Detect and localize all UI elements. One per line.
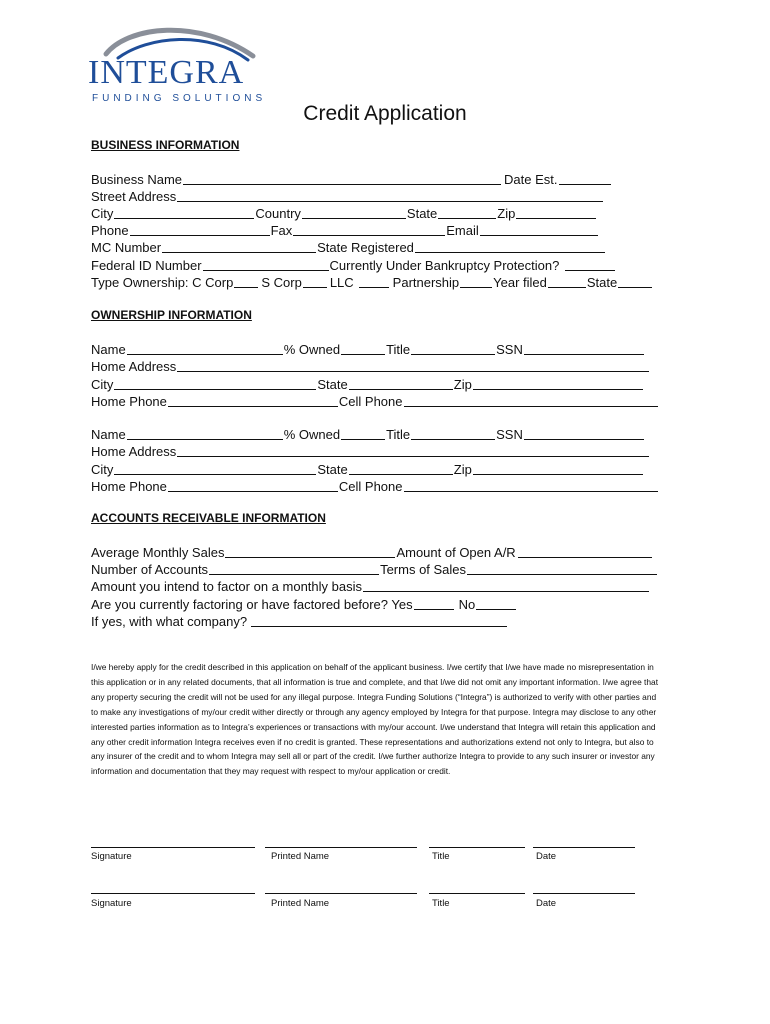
owner-home-phone-label: Home Phone bbox=[91, 394, 167, 409]
owner-home-phone-field[interactable] bbox=[168, 394, 338, 407]
logo-wordmark: INTEGRA bbox=[88, 54, 245, 91]
agreement-text: I/we hereby apply for the credit described in this application on behalf of the applicant business. I/we certify that I/we have made no misrepresentation in this application or in any related documents, that all information is true and complete, and that I/we did not omit any important information. I/we agree that any property securing the credit will not be used for any illegal purpose. Integra Funding Solutions (“Integra”) is authorized to verify with other parties and to make any investigations of my/our credit wither directly or through any agency employed by Integra for that purpose. Integra may disclose to any other interested parties information as to Integra’s experiences or transactions with my/our account. I/we understand that Integra will retain this application and any other credit information Integra receives even if no credit is granted. These representations and authorizations extend not only to Integra, but also to any insurer of the credit and to whom Integra may sell all or part of the credit. I/we further authorize Integra to provide to any such insurer or investor any information and documentation that they may request with respect to my/our application or credit. bbox=[91, 662, 659, 777]
type-ownership-label: Type Ownership: C Corp bbox=[91, 275, 234, 290]
partnership-label: Partnership bbox=[392, 275, 460, 290]
owner-zip-label: Zip bbox=[453, 377, 472, 392]
bankruptcy-field[interactable] bbox=[565, 258, 615, 271]
amount-factor-row bbox=[91, 577, 650, 594]
printed-name-line[interactable] bbox=[265, 847, 417, 848]
owner-state-label: State bbox=[317, 377, 348, 392]
owner1-name-row bbox=[91, 340, 645, 357]
number-accounts-field[interactable] bbox=[209, 562, 379, 575]
owner-zip-field[interactable] bbox=[473, 377, 643, 390]
owner-ssn-field[interactable] bbox=[524, 427, 644, 440]
state-field[interactable] bbox=[438, 206, 496, 219]
with-company-field[interactable] bbox=[251, 614, 507, 627]
owner-home-phone-label: Home Phone bbox=[91, 479, 167, 494]
owner-name-label: Name bbox=[91, 342, 126, 357]
title-label: Title bbox=[432, 898, 450, 909]
owner-cell-phone-field[interactable] bbox=[404, 394, 658, 407]
owner-title-label: Title bbox=[386, 342, 411, 357]
currently-factoring-label: Are you currently factoring or have factored before? Yes bbox=[91, 597, 413, 612]
owner-cell-phone-label: Cell Phone bbox=[338, 394, 403, 409]
owner-city-field[interactable] bbox=[114, 462, 316, 475]
owner-title-label: Title bbox=[386, 427, 411, 442]
avg-monthly-sales-label: Average Monthly Sales bbox=[91, 545, 225, 560]
owner-ssn-label: SSN bbox=[496, 427, 523, 442]
printed-name-label: Printed Name bbox=[271, 851, 330, 862]
terms-of-sales-label: Terms of Sales bbox=[380, 562, 467, 577]
owner-city-field[interactable] bbox=[114, 377, 316, 390]
printed-name-line[interactable] bbox=[265, 893, 417, 894]
owner1-home-address-row bbox=[91, 357, 650, 374]
with-company-row bbox=[91, 612, 508, 629]
owner2-home-address-row bbox=[91, 442, 650, 459]
owner-ssn-field[interactable] bbox=[524, 342, 644, 355]
s-corp-field[interactable] bbox=[303, 275, 327, 288]
owner-zip-label: Zip bbox=[453, 462, 472, 477]
accounts-receivable-heading: ACCOUNTS RECEIVABLE INFORMATION bbox=[91, 511, 326, 525]
fax-label: Fax bbox=[270, 223, 293, 238]
city-label: City bbox=[91, 206, 114, 221]
federal-id-field[interactable] bbox=[203, 258, 329, 271]
owner-title-field[interactable] bbox=[411, 342, 495, 355]
owner-name-label: Name bbox=[91, 427, 126, 442]
owner-home-address-label: Home Address bbox=[91, 444, 177, 459]
business-name-field[interactable] bbox=[183, 172, 501, 185]
amount-factor-label: Amount you intend to factor on a monthly basis bbox=[91, 579, 362, 594]
signature-label: Signature bbox=[91, 851, 132, 862]
title-line[interactable] bbox=[429, 893, 525, 894]
federal-id-row bbox=[91, 256, 616, 273]
business-info-heading: BUSINESS INFORMATION bbox=[91, 138, 240, 152]
owner-state-label: State bbox=[317, 462, 348, 477]
owner-name-field[interactable] bbox=[127, 427, 283, 440]
factoring-yes-field[interactable] bbox=[414, 597, 454, 610]
owner-pct-owned-field[interactable] bbox=[341, 427, 385, 440]
partnership-field[interactable] bbox=[460, 275, 492, 288]
street-address-label: Street Address bbox=[91, 189, 177, 204]
signature-line[interactable] bbox=[91, 847, 255, 848]
owner-home-address-label: Home Address bbox=[91, 359, 177, 374]
mc-number-field[interactable] bbox=[162, 240, 316, 253]
ownership-info-heading: OWNERSHIP INFORMATION bbox=[91, 308, 252, 322]
page-title: Credit Application bbox=[303, 102, 467, 125]
signature-label: Signature bbox=[91, 898, 132, 909]
owner2-phone-row bbox=[91, 477, 659, 494]
owner-home-address-field[interactable] bbox=[177, 359, 649, 372]
owner-state-field[interactable] bbox=[349, 377, 453, 390]
s-corp-label: S Corp bbox=[261, 275, 302, 290]
date-est-field[interactable] bbox=[559, 172, 611, 185]
state-label: State bbox=[406, 206, 438, 221]
logo-tagline: FUNDING SOLUTIONS bbox=[92, 93, 267, 104]
title-line[interactable] bbox=[429, 847, 525, 848]
phone-row bbox=[91, 221, 599, 238]
phone-label: Phone bbox=[91, 223, 129, 238]
owner-pct-owned-label: % Owned bbox=[283, 427, 341, 442]
factoring-no-field[interactable] bbox=[476, 597, 516, 610]
state-registered-field[interactable] bbox=[415, 240, 605, 253]
amount-open-ar-label: Amount of Open A/R bbox=[396, 545, 516, 560]
currently-factoring-row bbox=[91, 595, 517, 612]
owner-name-field[interactable] bbox=[127, 342, 283, 355]
owner-pct-owned-field[interactable] bbox=[341, 342, 385, 355]
country-label: Country bbox=[255, 206, 301, 221]
factoring-no-label: No bbox=[458, 597, 476, 612]
owner-city-label: City bbox=[91, 462, 114, 477]
owner-pct-owned-label: % Owned bbox=[283, 342, 341, 357]
number-accounts-label: Number of Accounts bbox=[91, 562, 209, 577]
amount-factor-field[interactable] bbox=[363, 579, 649, 592]
date-label: Date bbox=[536, 898, 557, 909]
street-address-row bbox=[91, 187, 604, 204]
owner-home-address-field[interactable] bbox=[177, 444, 649, 457]
federal-id-label: Federal ID Number bbox=[91, 258, 202, 273]
business-name-row bbox=[91, 170, 612, 187]
business-city-row bbox=[91, 204, 597, 221]
llc-field[interactable] bbox=[359, 275, 389, 288]
owner-state-field[interactable] bbox=[349, 462, 453, 475]
signature-line[interactable] bbox=[91, 893, 255, 894]
with-company-label: If yes, with what company? bbox=[91, 614, 248, 629]
date-line[interactable] bbox=[533, 893, 635, 894]
type-ownership-row bbox=[91, 273, 653, 290]
country-field[interactable] bbox=[302, 206, 406, 219]
c-corp-field[interactable] bbox=[234, 275, 258, 288]
llc-label: LLC bbox=[329, 275, 354, 290]
title-label: Title bbox=[432, 851, 450, 862]
owner-zip-field[interactable] bbox=[473, 462, 643, 475]
avg-monthly-sales-field[interactable] bbox=[225, 545, 395, 558]
year-filed-label: Year filed bbox=[493, 275, 547, 290]
fax-field[interactable] bbox=[293, 223, 445, 236]
owner-title-field[interactable] bbox=[411, 427, 495, 440]
zip-label: Zip bbox=[497, 206, 516, 221]
owner1-city-row bbox=[91, 375, 644, 392]
date-line[interactable] bbox=[533, 847, 635, 848]
city-field[interactable] bbox=[114, 206, 254, 219]
owner1-phone-row bbox=[91, 392, 659, 409]
mc-number-row bbox=[91, 238, 606, 255]
owner2-name-row bbox=[91, 425, 645, 442]
bankruptcy-label: Currently Under Bankruptcy Protection? bbox=[329, 258, 560, 273]
printed-name-label: Printed Name bbox=[271, 898, 330, 909]
state-registered-label: State Registered bbox=[317, 240, 414, 255]
date-est-label: Date Est. bbox=[504, 172, 558, 187]
number-accounts-row bbox=[91, 560, 658, 577]
owner-cell-phone-label: Cell Phone bbox=[338, 479, 403, 494]
owner-cell-phone-field[interactable] bbox=[404, 479, 658, 492]
email-label: Email bbox=[446, 223, 479, 238]
state2-field[interactable] bbox=[618, 275, 652, 288]
amount-open-ar-field[interactable] bbox=[518, 545, 652, 558]
owner-ssn-label: SSN bbox=[496, 342, 523, 357]
avg-monthly-sales-row bbox=[91, 543, 653, 560]
phone-field[interactable] bbox=[130, 223, 270, 236]
zip-field[interactable] bbox=[516, 206, 596, 219]
email-field[interactable] bbox=[480, 223, 598, 236]
integra-logo bbox=[88, 14, 268, 104]
state2-label: State bbox=[586, 275, 618, 290]
street-address-field[interactable] bbox=[177, 189, 603, 202]
terms-of-sales-field[interactable] bbox=[467, 562, 657, 575]
business-name-label: Business Name bbox=[91, 172, 183, 187]
year-filed-field[interactable] bbox=[548, 275, 586, 288]
owner2-city-row bbox=[91, 460, 644, 477]
owner-city-label: City bbox=[91, 377, 114, 392]
mc-number-label: MC Number bbox=[91, 240, 162, 255]
owner-home-phone-field[interactable] bbox=[168, 479, 338, 492]
date-label: Date bbox=[536, 851, 557, 862]
